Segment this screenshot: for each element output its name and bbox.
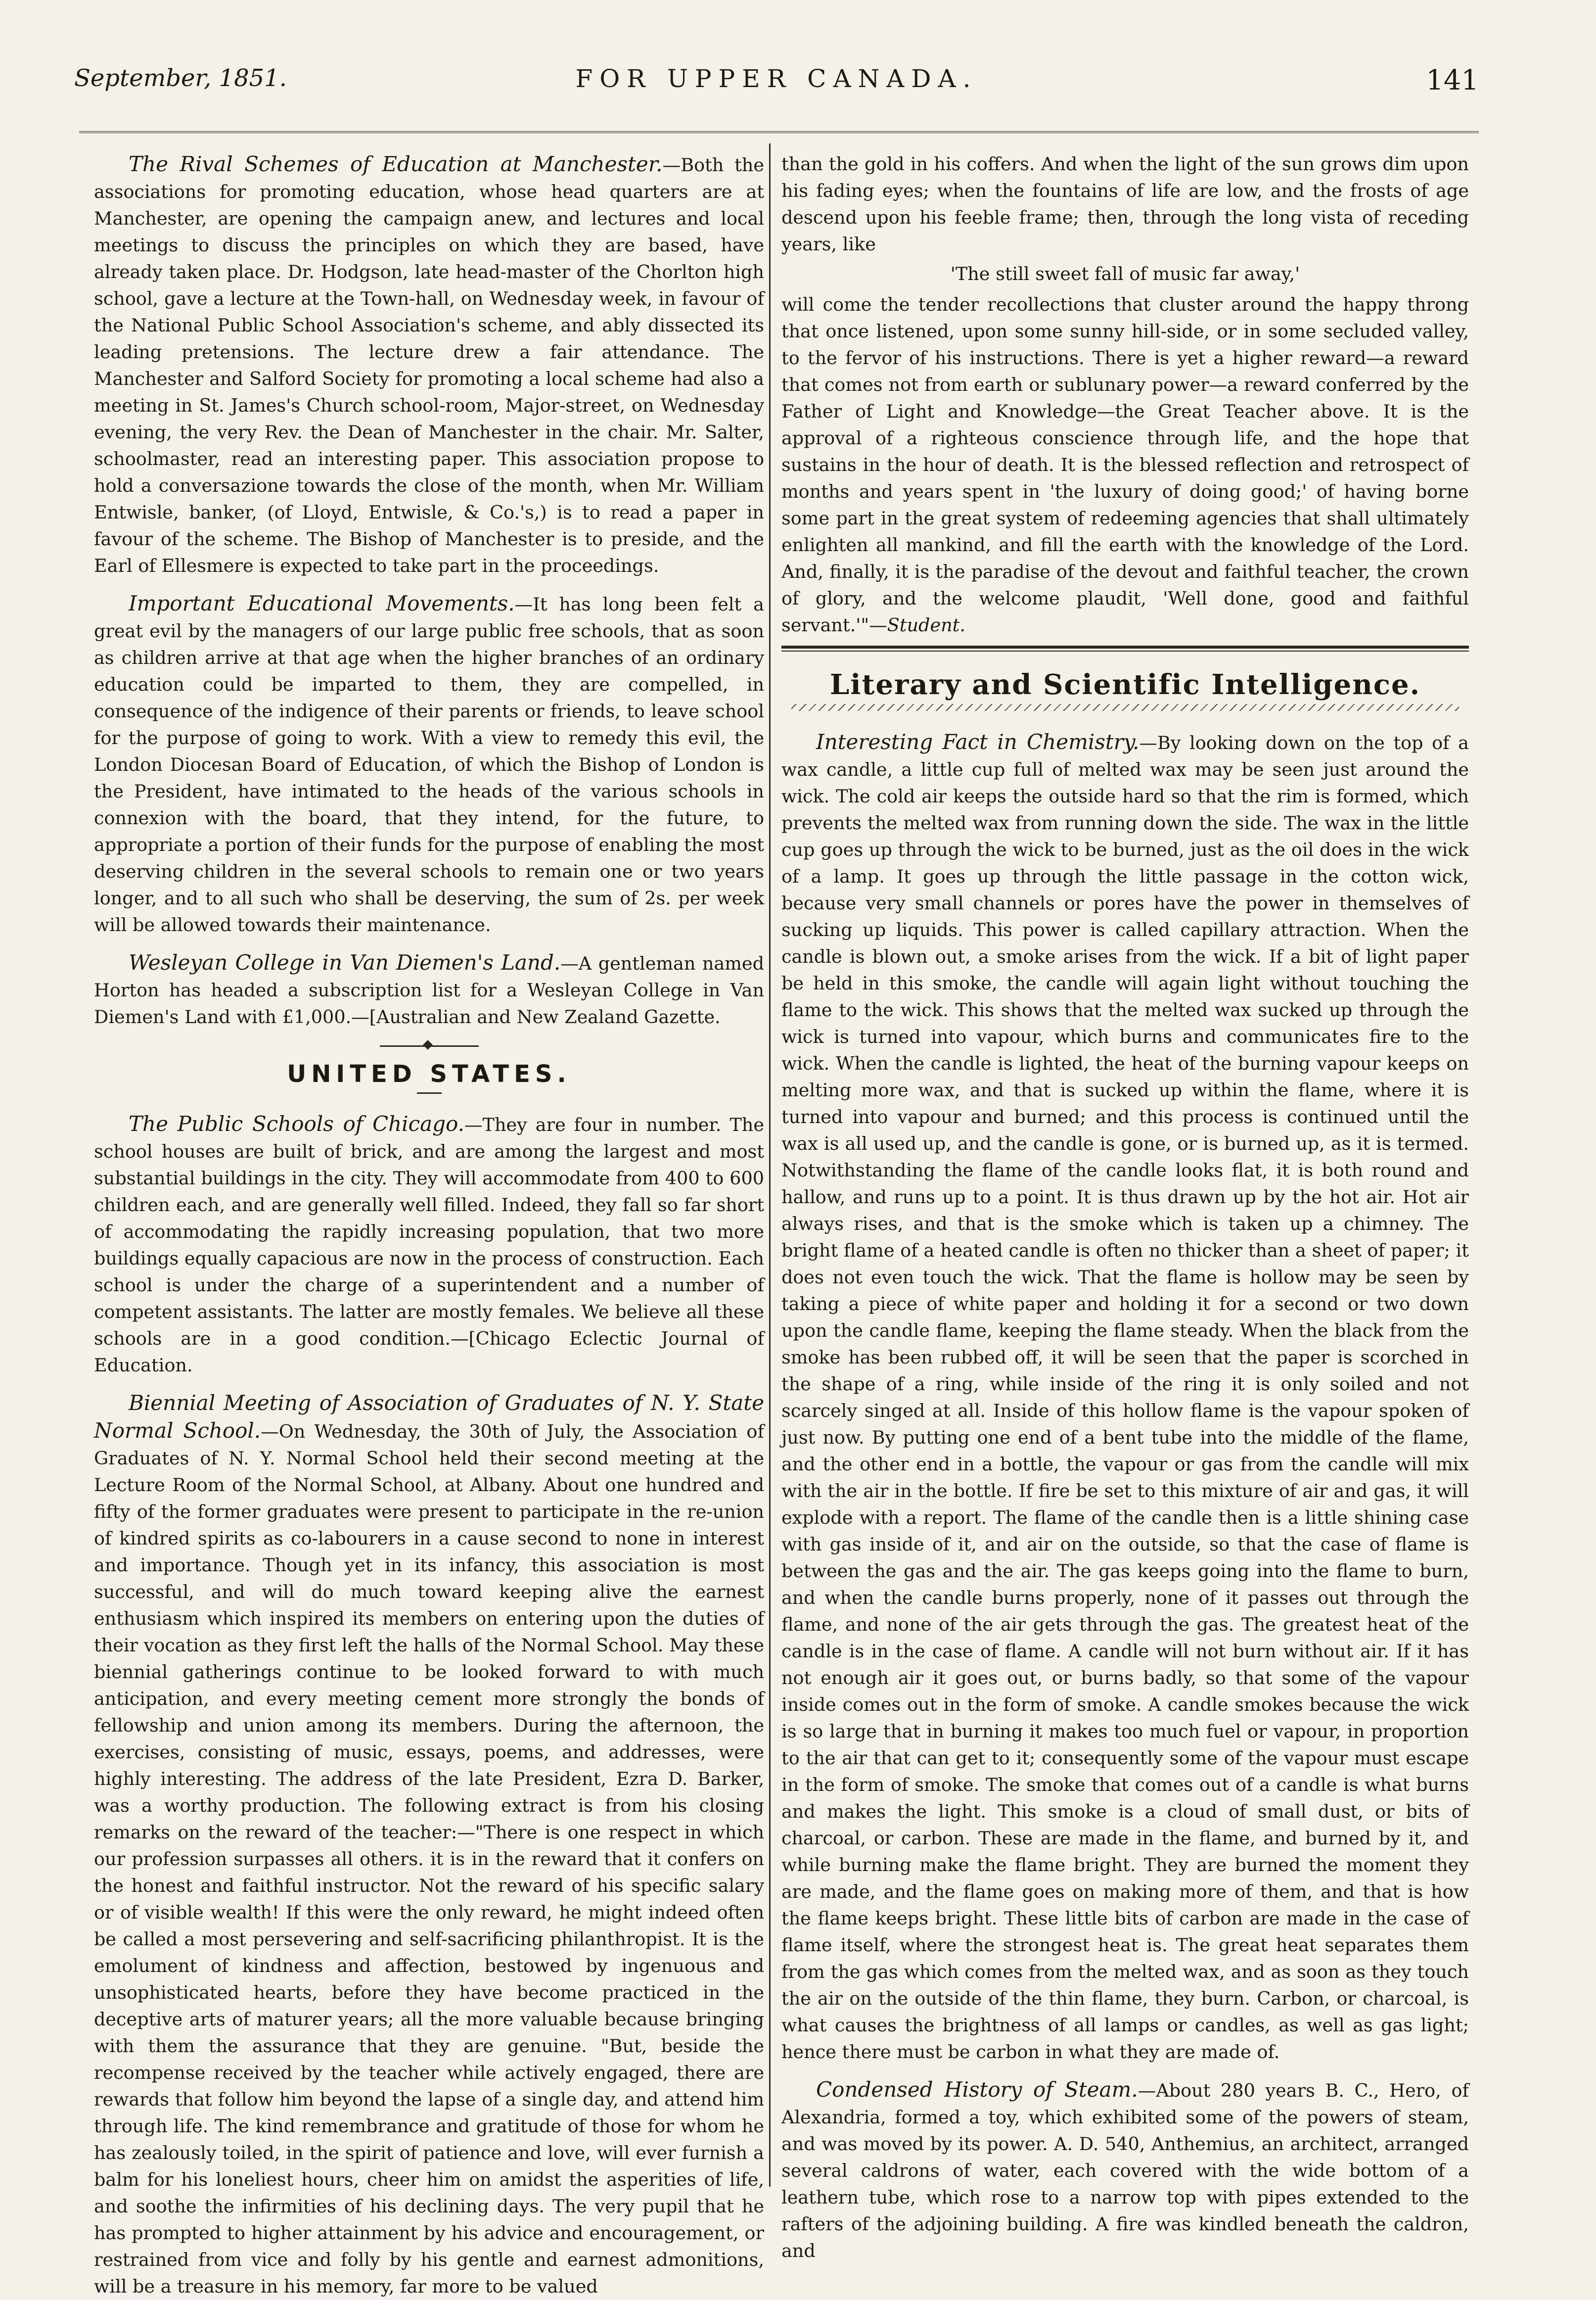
header-rule	[79, 131, 1479, 133]
article-body: —They are four in number. The school houses are built of brick, and are among the largest and most substantial buildings in the city. They will accommodate from 400 to 600 children each, and are generally well filled. Indeed, they fall so far short of accommodating the rapidly increasing population, that two more buildings equally capacious are now in the process of construction. Each school is under the charge of a superintendent and a number of competent assistants. The latter are mostly females. We believe all these schools are in a good condition.—[Chicago Eclectic Journal of Education.	[94, 1114, 764, 1376]
article-biennial-meeting	[94, 1390, 764, 2300]
left-column	[94, 151, 764, 2300]
article-title: Important Educational Movements.	[129, 591, 515, 615]
article-chemistry	[781, 729, 1469, 2065]
article-title: Wesleyan College in Van Diemen's Land.	[129, 950, 561, 975]
article-chicago-schools	[94, 1111, 764, 1379]
article-body: —By looking down on the top of a wax candle, a little cup full of melted wax may be seen just around the wick. The cold air keeps the outside hard so that the rim is formed, which prevents the melted wax from running down the side. The wax in the little cup goes up through the wick to be burned, just as the oil does in the wick of a lamp. It goes up through the little passage in the cotton wick, because very small channels or pores have the power in themselves of sucking up liquids. This power is called capillary attraction. When the candle is blown out, a smoke arises from the wick. If a bit of light paper be held in this smoke, the candle will again light without touching the flame to the wick. This shows that the melted wax sucked up through the wick is turned into vapour, which burns and communicates fire to the wick. When the candle is lighted, the heat of the burning vapour keeps on melting more wax, and that is sucked up within the flame, where it is turned into vapour and burned; and this process is continued until the wax is all used up, and the candle is gone, or is burned up, as it is termed. Notwithstanding the flame of the candle looks flat, it is both round and hallow, and runs up to a point. It is thus drawn up by the hot air. Hot air always rises, and that is the smoke which is taken up a chimney. The bright flame of a heated candle is often no thicker than a sheet of paper; it does not even touch the wick. That the flame is hollow may be seen by taking a piece of white paper and holding it for a second or two down upon the candle flame, keeping the flame steady. When the black from the smoke has been rubbed off, it will be seen that the paper is scorched in the shape of a ring, while inside of the ring it is only soiled and not scarcely singed at all. Inside of this hollow flame is the vapour spoken of just now. By putting one end of a bent tube into the middle of the flame, and the other end in a bottle, the vapour or gas from the candle will mix with the air in the bottle. If fire be set to this mixture of air and gas, it will explode with a report. The flame of the candle then is a little shining case with gas inside of it, and air on the outside, so that the case of flame is between the gas and the air. The gas keeps going into the flame to burn, and when the candle burns properly, none of it passes out through the flame, and none of the air gets through the gas. The greatest heat of the candle is in the case of flame. A candle will not burn without air. If it has not enough air it goes out, or burns badly, so that some of the vapour inside comes out in the form of smoke. A candle smokes because the wick is so large that in burning it makes too much fuel or vapour, in proportion to the air that can get to it; consequently some of the vapour must escape in the form of smoke. The smoke that comes out of a candle is what burns and makes the light. This smoke is a cloud of small dust, or bits of charcoal, or carbon. These are made in the flame, and burned by it, and while burning make the flame bright. They are burned the moment they are made, and the flame goes on making more of them, and that is how the flame keeps bright. These little bits of carbon are made in the case of flame itself, where the strongest heat is. The great heat separates them from the gas which comes from the melted wax, and as soon as they touch the air on the outside of the thin flame, they burn. Carbon, or charcoal, is what causes the brightness of all lamps or candles, as well as gas light; hence there must be carbon in what they are made of.	[781, 732, 1469, 2063]
article-title: The Rival Schemes of Education at Manchester.	[129, 152, 663, 176]
section-heading-literary: Literary and Scientific Intelligence.	[829, 668, 1421, 701]
article-title: The Public Schools of Chicago.	[129, 1112, 464, 1136]
header-title: FOR UPPER CANADA.	[575, 64, 978, 93]
quoted-line: 'The still sweet fall of music far away,'	[950, 263, 1300, 284]
article-body: —A gentleman named Horton has headed a subscription list for a Wesleyan College in Van Diemen's Land with £1,000.—[Australian and New Zealand Gazette.	[94, 953, 764, 1028]
article-body: —Both the associations for promoting education, whose head quarters are at Manchester, are opening the campaign anew, and lectures and local meetings to discuss the principles on which they are based, have already taken place. Dr. Hodgson, late head-master of the Chorlton high school, gave a lecture at the Town-hall, on Wednesday week, in favour of the National Public School Association's scheme, and ably dissected its leading pretensions. The lecture drew a fair attendance. The Manchester and Salford Society for promoting a local scheme had also a meeting in St. James's Church school-room, Major-street, on Wednesday evening, the very Rev. the Dean of Manchester in the chair. Mr. Salter, schoolmaster, read an interesting paper. This association propose to hold a conversazione towards the close of the month, when Mr. William Entwisle, banker, (of Lloyd, Entwisle, & Co.'s,) is to read a paper in favour of the scheme. The Bishop of Manchester is to preside, and the Earl of Ellesmere is expected to take part in the proceedings.	[94, 154, 764, 576]
section-heading-united-states: UNITED STATES.	[287, 1060, 571, 1088]
article-body: —On Wednesday, the 30th of July, the Association of Graduates of N. Y. Normal School held their second meeting at the Lecture Room of the Normal School, at Albany. About one hundred and fifty of the former graduates were present to participate in the re-union of kindred spirits as co-labourers in a cause second to none in interest and importance. Though yet in its infancy, this association is most successful, and will do much toward keeping alive the earnest enthusiasm which inspired its members on entering upon the duties of their vocation as they first left the halls of the Normal School. May these biennial gatherings continue to be looked forward to with much anticipation, and every meeting cement more strongly the bonds of fellowship and union among its members. During the afternoon, the exercises, consisting of music, essays, poems, and addresses, were highly interesting. The address of the late President, Ezra D. Barker, was a worthy production. The following extract is from his closing remarks on the reward of the teacher:—"There is one respect in which our profession surpasses all others. it is in the reward that it confers on the honest and faithful instructor. Not the reward of his specific salary or of visible wealth! If this were the only reward, he might indeed often be called a most persevering and self-sacrificing philanthropist. It is the emolument of kindness and affection, bestowed by ingenuous and unsophisticated hearts, before they have become practiced in the deceptive arts of maturer years; all the more valuable because bringing with them the assurance that they are genuine. "But, beside the recompense received by the teacher while actively engaged, there are rewards that follow him beyond the lapse of a single day, and attend him through life. The kind remembrance and gratitude of those for whom he has zealously toiled, in the spirit of patience and love, will ever furnish a balm for his loneliest hours, cheer him on amidst the asperities of life, and soothe the infirmities of his declining days. The very pupil that he has prompted to higher attainment by his advice and encouragement, or restrained from vice and folly by his gentle and earnest admonitions, will be a treasure in his memory, far more to be valued	[94, 1421, 764, 2297]
column-divider	[769, 143, 771, 2187]
double-rule-thin	[781, 651, 1469, 652]
article-title: Interesting Fact in Chemistry.	[816, 730, 1140, 754]
article-rival-schemes	[94, 151, 764, 579]
article-wesleyan-college	[94, 949, 764, 1031]
page-number: 141	[1426, 64, 1479, 96]
ornament-rule	[380, 1045, 479, 1047]
continued-body: will come the tender recollections that cluster around the happy throng that once listened, upon some sunny hill-side, or in some secluded valley, to the fervor of his instructions. There is yet a higher reward—a reward that comes not from earth or sublunary power—a reward conferred by the Father of Light and Knowledge—the Great Teacher above. It is the approval of a righteous conscience through life, and the hope that sustains in the hour of death. It is the blessed reflection and retrospect of months and years spent in 'the luxury of doing good;' of having borne some part in the great system of redeeming agencies that shall ultimately enlighten all mankind, and fill the earth with the knowledge of the Lord. And, finally, it is the paradise of the devout and faithful teacher, the crown of glory, and the welcome plaudit, 'Well done, good and faithful servant.'"	[781, 294, 1469, 636]
section-rule	[417, 1092, 442, 1094]
right-column	[781, 151, 1469, 2264]
header-date: September, 1851.	[74, 64, 287, 92]
article-educational-movements	[94, 590, 764, 939]
double-rule	[781, 646, 1469, 649]
article-steam-history	[781, 2076, 1469, 2264]
article-title: Biennial Meeting of Association of Graduates of N. Y. State Normal School.	[94, 1391, 764, 1443]
continued-text-2	[781, 291, 1469, 639]
article-title: Condensed History of Steam.	[816, 2077, 1138, 2102]
running-header	[74, 64, 1479, 109]
wavy-rule	[791, 704, 1459, 711]
attribution: —Student.	[869, 614, 965, 636]
article-body: —It has long been felt a great evil by the managers of our large public free schools, that as soon as children arrive at that age when the higher branches of an ordinary education could be imparted to them, they are compelled, in consequence of the indigence of their parents or friends, to leave school for the purpose of going to work. With a view to remedy this evil, the London Diocesan Board of Education, of which the Bishop of London is the President, have intimated to the heads of the various schools in connexion with the board, that they intend, for the future, to appropriate a portion of their funds for the purpose of enabling the most deserving children in the several schools to remain one or two years longer, and to all such who shall be deserving, the sum of 2s. per week will be allowed towards their maintenance.	[94, 594, 764, 936]
article-body: —About 280 years B. C., Hero, of Alexandria, formed a toy, which exhibited some of the powers of steam, and was moved by its power. A. D. 540, Anthemius, an architect, arranged several caldrons of water, each covered with the wide bottom of a leathern tube, which rose to a narrow top with pipes extended to the rafters of the adjoining building. A fire was kindled beneath the caldron, and	[781, 2080, 1469, 2261]
continued-text: than the gold in his coffers. And when the light of the sun grows dim upon his fading eyes; when the fountains of life are low, and the frosts of age descend upon his feeble frame; then, through the long vista of receding years, like	[781, 153, 1469, 255]
